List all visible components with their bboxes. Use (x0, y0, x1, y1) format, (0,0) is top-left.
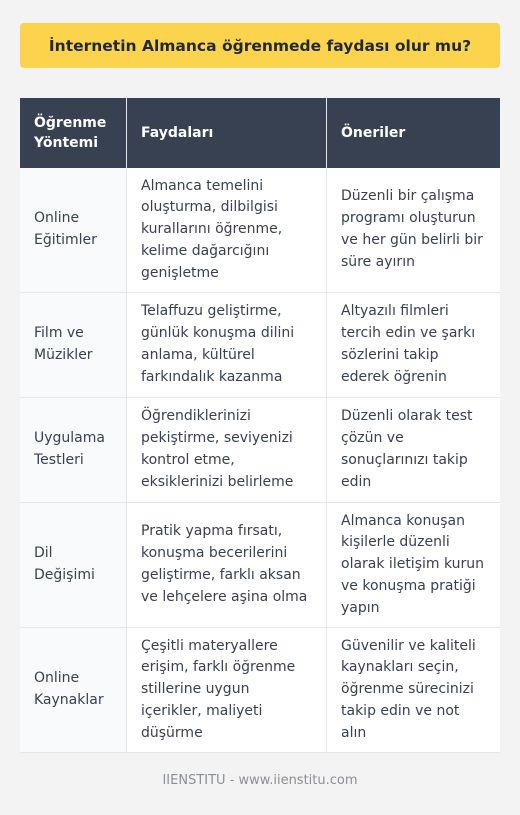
table-row (20, 628, 500, 753)
row-suggestions: Düzenli olarak test çözün ve sonuçlarınızı takip edin (327, 398, 500, 503)
table-row (20, 503, 500, 628)
row-method: Online Eğitimler (20, 168, 127, 293)
row-benefits: Öğrendiklerinizi pekiştirme, seviyenizi kontrol etme, eksiklerinizi belirleme (127, 398, 327, 503)
table-row (20, 168, 500, 293)
row-method: Film ve Müzikler (20, 293, 127, 398)
row-suggestions: Düzenli bir çalışma programı oluşturun ve her gün belirli bir süre ayırın (327, 168, 500, 293)
row-benefits: Telaffuzu geliştirme, günlük konuşma dilini anlama, kültürel farkındalık kazanma (127, 293, 327, 398)
row-method: Dil Değişimi (20, 503, 127, 628)
page-title: İnternetin Almanca öğrenmede faydası olur mu? (48, 36, 472, 55)
comparison-table (20, 98, 500, 753)
row-method: Uygulama Testleri (20, 398, 127, 503)
row-benefits: Çeşitli materyallere erişim, farklı öğrenme stillerine uygun içerikler, maliyeti düşürme (127, 628, 327, 753)
header-method-line2: Yöntemi (34, 135, 99, 151)
header-method (20, 98, 127, 168)
header-suggestions: Öneriler (327, 98, 500, 168)
row-suggestions: Altyazılı filmleri tercih edin ve şarkı sözlerini takip ederek öğrenin (327, 293, 500, 398)
row-benefits: Pratik yapma fırsatı, konuşma becerilerini geliştirme, farklı aksan ve lehçelere aşina olma (127, 503, 327, 628)
header-benefits: Faydaları (127, 98, 327, 168)
title-banner (20, 23, 500, 68)
table-header-row (20, 98, 500, 168)
footer-credit: IIENSTITU - www.iienstitu.com (162, 773, 358, 788)
row-benefits: Almanca temelini oluşturma, dilbilgisi kurallarını öğrenme, kelime dağarcığını genişletme (127, 168, 327, 293)
table-row (20, 398, 500, 503)
table-row (20, 293, 500, 398)
row-method: Online Kaynaklar (20, 628, 127, 753)
header-method-line1: Öğrenme (34, 115, 107, 131)
row-suggestions: Güvenilir ve kaliteli kaynakları seçin, öğrenme sürecinizi takip edin ve not alın (327, 628, 500, 753)
row-suggestions: Almanca konuşan kişilerle düzenli olarak iletişim kurun ve konuşma pratiği yapın (327, 503, 500, 628)
